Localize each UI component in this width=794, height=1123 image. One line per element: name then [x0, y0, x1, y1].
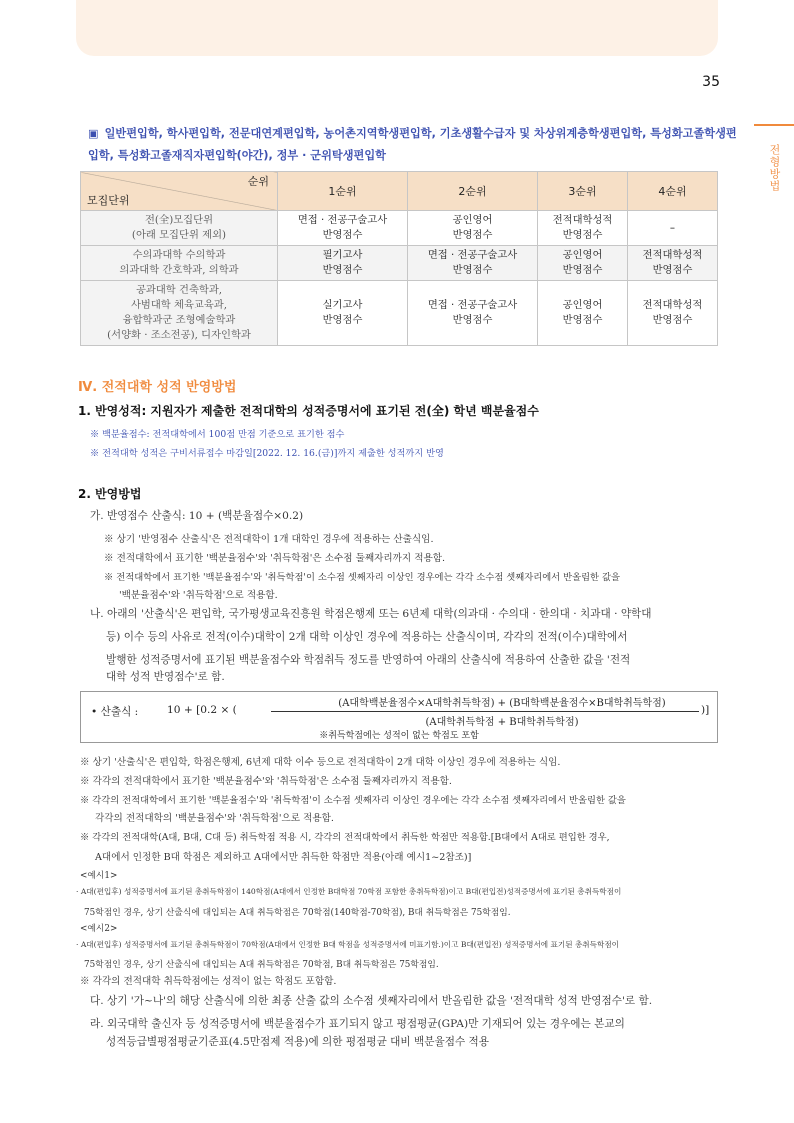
rank-cell: 실기고사 반영점수 [278, 281, 408, 346]
formula-note: ※취득학점에는 성적이 없는 학점도 포함 [319, 731, 479, 741]
item1-note: ※ 전적대학 성적은 구비서류접수 마감일[2022. 12. 16.(금)]까지 제출한 성적까지 반영 [90, 448, 444, 459]
column-header: 4순위 [628, 172, 718, 211]
na-line: 등) 이수 등의 사유로 전적(이수)대학이 2개 대학 이상인 경우에 적용하는 산출식이며, 각각의 전적(이수)대학에서 [106, 631, 628, 643]
section-heading-text: 일반편입학, 학사편입학, 전문대연계편입학, 농어촌지역학생편입학, 기초생활수급자 및 차상위계층학생편입학, 특성화고졸학생편입학, 특성화고졸재직자편입학(야간), 정부 · 군위탁생편입학 [88, 127, 737, 162]
rank-cell: 면접 · 전공구술고사 반영점수 [408, 246, 538, 281]
fraction-bar [271, 711, 699, 712]
formula-numerator: (A대학백분율점수×A대학취득학점) + (B대학백분율점수×B대학취득학점) [338, 698, 666, 709]
formula-base: 10 + [0.2 × ( [167, 704, 237, 716]
rank-cell: 공인영어 반영점수 [408, 211, 538, 246]
rank-table-corner [81, 172, 278, 211]
formula-note-line: ※ 각각의 전적대학에서 표기한 '백분율점수'와 '취득학점'은 소수점 둘째자리까지 적용함. [80, 776, 452, 787]
rank-cell: 필기고사 반영점수 [278, 246, 408, 281]
ga-note: ※ 전적대학에서 표기한 '백분율점수'와 '취득학점'은 소수점 둘째자리까지 적용함. [104, 553, 446, 564]
item1-note: ※ 백분율점수: 전적대학에서 100점 만점 기준으로 표기한 점수 [90, 429, 345, 440]
unit-cell: 수의과대학 수의학과 의과대학 간호학과, 의학과 [81, 246, 278, 281]
na-line: 발행한 성적증명서에 표기된 백분율점수와 학점취득 정도를 반영하여 아래의 산출식에 적용하여 산출한 값을 '전적 [106, 654, 631, 666]
column-header: 1순위 [278, 172, 408, 211]
formula-box [80, 691, 718, 743]
formula-end: )] [701, 704, 710, 716]
table-row [81, 211, 718, 246]
item2-title: 2. 반영방법 [78, 487, 142, 501]
example1-line: · A대(편입후) 성적증명서에 표기된 총취득학점이 140학점(A대에서 인정한 B대학점 70학점 포함한 총취득학점)이고 B대(편입전)성적증명서에 표기된 총취득학점이 [76, 887, 622, 896]
table-row [81, 246, 718, 281]
ga-note: ※ 상기 '반영점수 산출식'은 전적대학이 1개 대학인 경우에 적용하는 산출식임. [104, 534, 434, 545]
formula-note-line: ※ 각각의 전적대학에서 표기한 '백분율점수'와 '취득학점'이 소수점 셋째자리 이상인 경우에는 각각 소수점 셋째자리에서 반올림한 값을 [80, 795, 626, 806]
example2-line: · A대(편입후) 성적증명서에 표기된 총취득학점이 70학점(A대에서 인정한 B대 학점을 성적증명서에 미표기함.)이고 B대(편입전) 성적증명서에 표기된 총취득학점이 [76, 940, 619, 949]
header-band [76, 0, 718, 56]
formula-denominator: (A대학취득학점 + B대학취득학점) [425, 717, 579, 728]
ra-line: 라. 외국대학 출신자 등 성적증명서에 백분율점수가 표기되지 않고 평점평균(GPA)만 기재되어 있는 경우에는 본교의 [90, 1018, 625, 1030]
table-row [81, 281, 718, 346]
rank-cell: 전적대학성적 반영점수 [628, 281, 718, 346]
rank-cell: 면접 · 전공구술고사 반영점수 [408, 281, 538, 346]
rank-cell: 전적대학성적 반영점수 [628, 246, 718, 281]
rank-table [80, 171, 718, 346]
item1-title: 1. 반영성적: 지원자가 제출한 전적대학의 성적증명서에 표기된 전(全) 학년 백분율점수 [78, 404, 539, 418]
rank-cell: 공인영어 반영점수 [538, 246, 628, 281]
column-header: 3순위 [538, 172, 628, 211]
rank-cell: 면접 · 전공구술고사 반영점수 [278, 211, 408, 246]
header-unit-label: 모집단위 [87, 194, 130, 207]
rank-cell: 공인영어 반영점수 [538, 281, 628, 346]
rank-cell: – [628, 211, 718, 246]
na-line: 나. 아래의 '산출식'은 편입학, 국가평생교육진흥원 학점은행제 또는 6년제 대학(의과대 · 수의대 · 한의대 · 치과대 · 약학대 [90, 608, 652, 620]
formula-note-line: 각각의 전적대학의 '백분율점수'와 '취득학점'으로 적용함. [95, 813, 334, 824]
part-title: Ⅳ. 전적대학 성적 반영방법 [78, 380, 237, 395]
formula-note-line: ※ 상기 '산출식'은 편입학, 학점은행제, 6년제 대학 이수 등으로 전적대학이 2개 대학 이상인 경우에 적용하는 식임. [80, 757, 561, 768]
unit-cell: 전(全)모집단위 (아래 모집단위 제외) [81, 211, 278, 246]
formula-label: • 산출식 : [91, 706, 139, 718]
ra-line: 성적등급별평점평균기준표(4.5만점제 적용)에 의한 평점평균 대비 백분율점수 적용 [106, 1036, 490, 1048]
section-heading [88, 123, 738, 167]
ga-note: '백분율점수'와 '취득학점'으로 적용함. [119, 590, 278, 601]
example2-label: <예시2> [80, 924, 118, 934]
na-line: 대학 성적 반영점수'로 함. [106, 671, 225, 683]
formula-note-line: ※ 각각의 전적대학(A대, B대, C대 등) 취득학점 적용 시, 각각의 전적대학에서 취득한 학점만 적용함.[B대에서 A대로 편입한 경우, [80, 832, 610, 843]
example-note: ※ 각각의 전적대학 취득학점에는 성적이 없는 학점도 포함함. [80, 976, 337, 987]
example1-line: 75학점인 경우, 상기 산출식에 대입되는 A대 취득학점은 70학점(140학점-70학점), B대 취득학점은 75학점임. [84, 908, 511, 918]
page-number: 35 [702, 74, 720, 90]
column-header: 2순위 [408, 172, 538, 211]
unit-cell: 공과대학 건축학과, 사범대학 체육교육과, 융합학과군 조형예술학과 (서양화 · 조소전공), 디자인학과 [81, 281, 278, 346]
example1-label: <예시1> [80, 871, 118, 881]
side-tab-label: 전형방법 [768, 144, 781, 192]
ga-line: 가. 반영점수 산출식: 10 + (백분율점수×0.2) [90, 510, 304, 522]
side-tab[interactable] [754, 124, 794, 192]
ga-note: ※ 전적대학에서 표기한 '백분율점수'와 '취득학점'이 소수점 셋째자리 이상인 경우에는 각각 소수점 셋째자리에서 반올림한 값을 [104, 572, 620, 583]
rank-cell: 전적대학성적 반영점수 [538, 211, 628, 246]
square-bullet-icon: ▣ [88, 127, 99, 140]
da-line: 다. 상기 '가~나'의 해당 산출식에 의한 최종 산출 값의 소수점 셋째자리에서 반올림한 값을 '전적대학 성적 반영점수'로 함. [90, 995, 653, 1007]
formula-note-line: A대에서 인정한 B대 학점은 제외하고 A대에서만 취득한 학점만 적용(아래 예시1~2참조)] [95, 852, 472, 863]
header-rank-label: 순위 [247, 175, 269, 188]
example2-line: 75학점인 경우, 상기 산출식에 대입되는 A대 취득학점은 70학점, B대 취득학점은 75학점임. [84, 960, 439, 970]
